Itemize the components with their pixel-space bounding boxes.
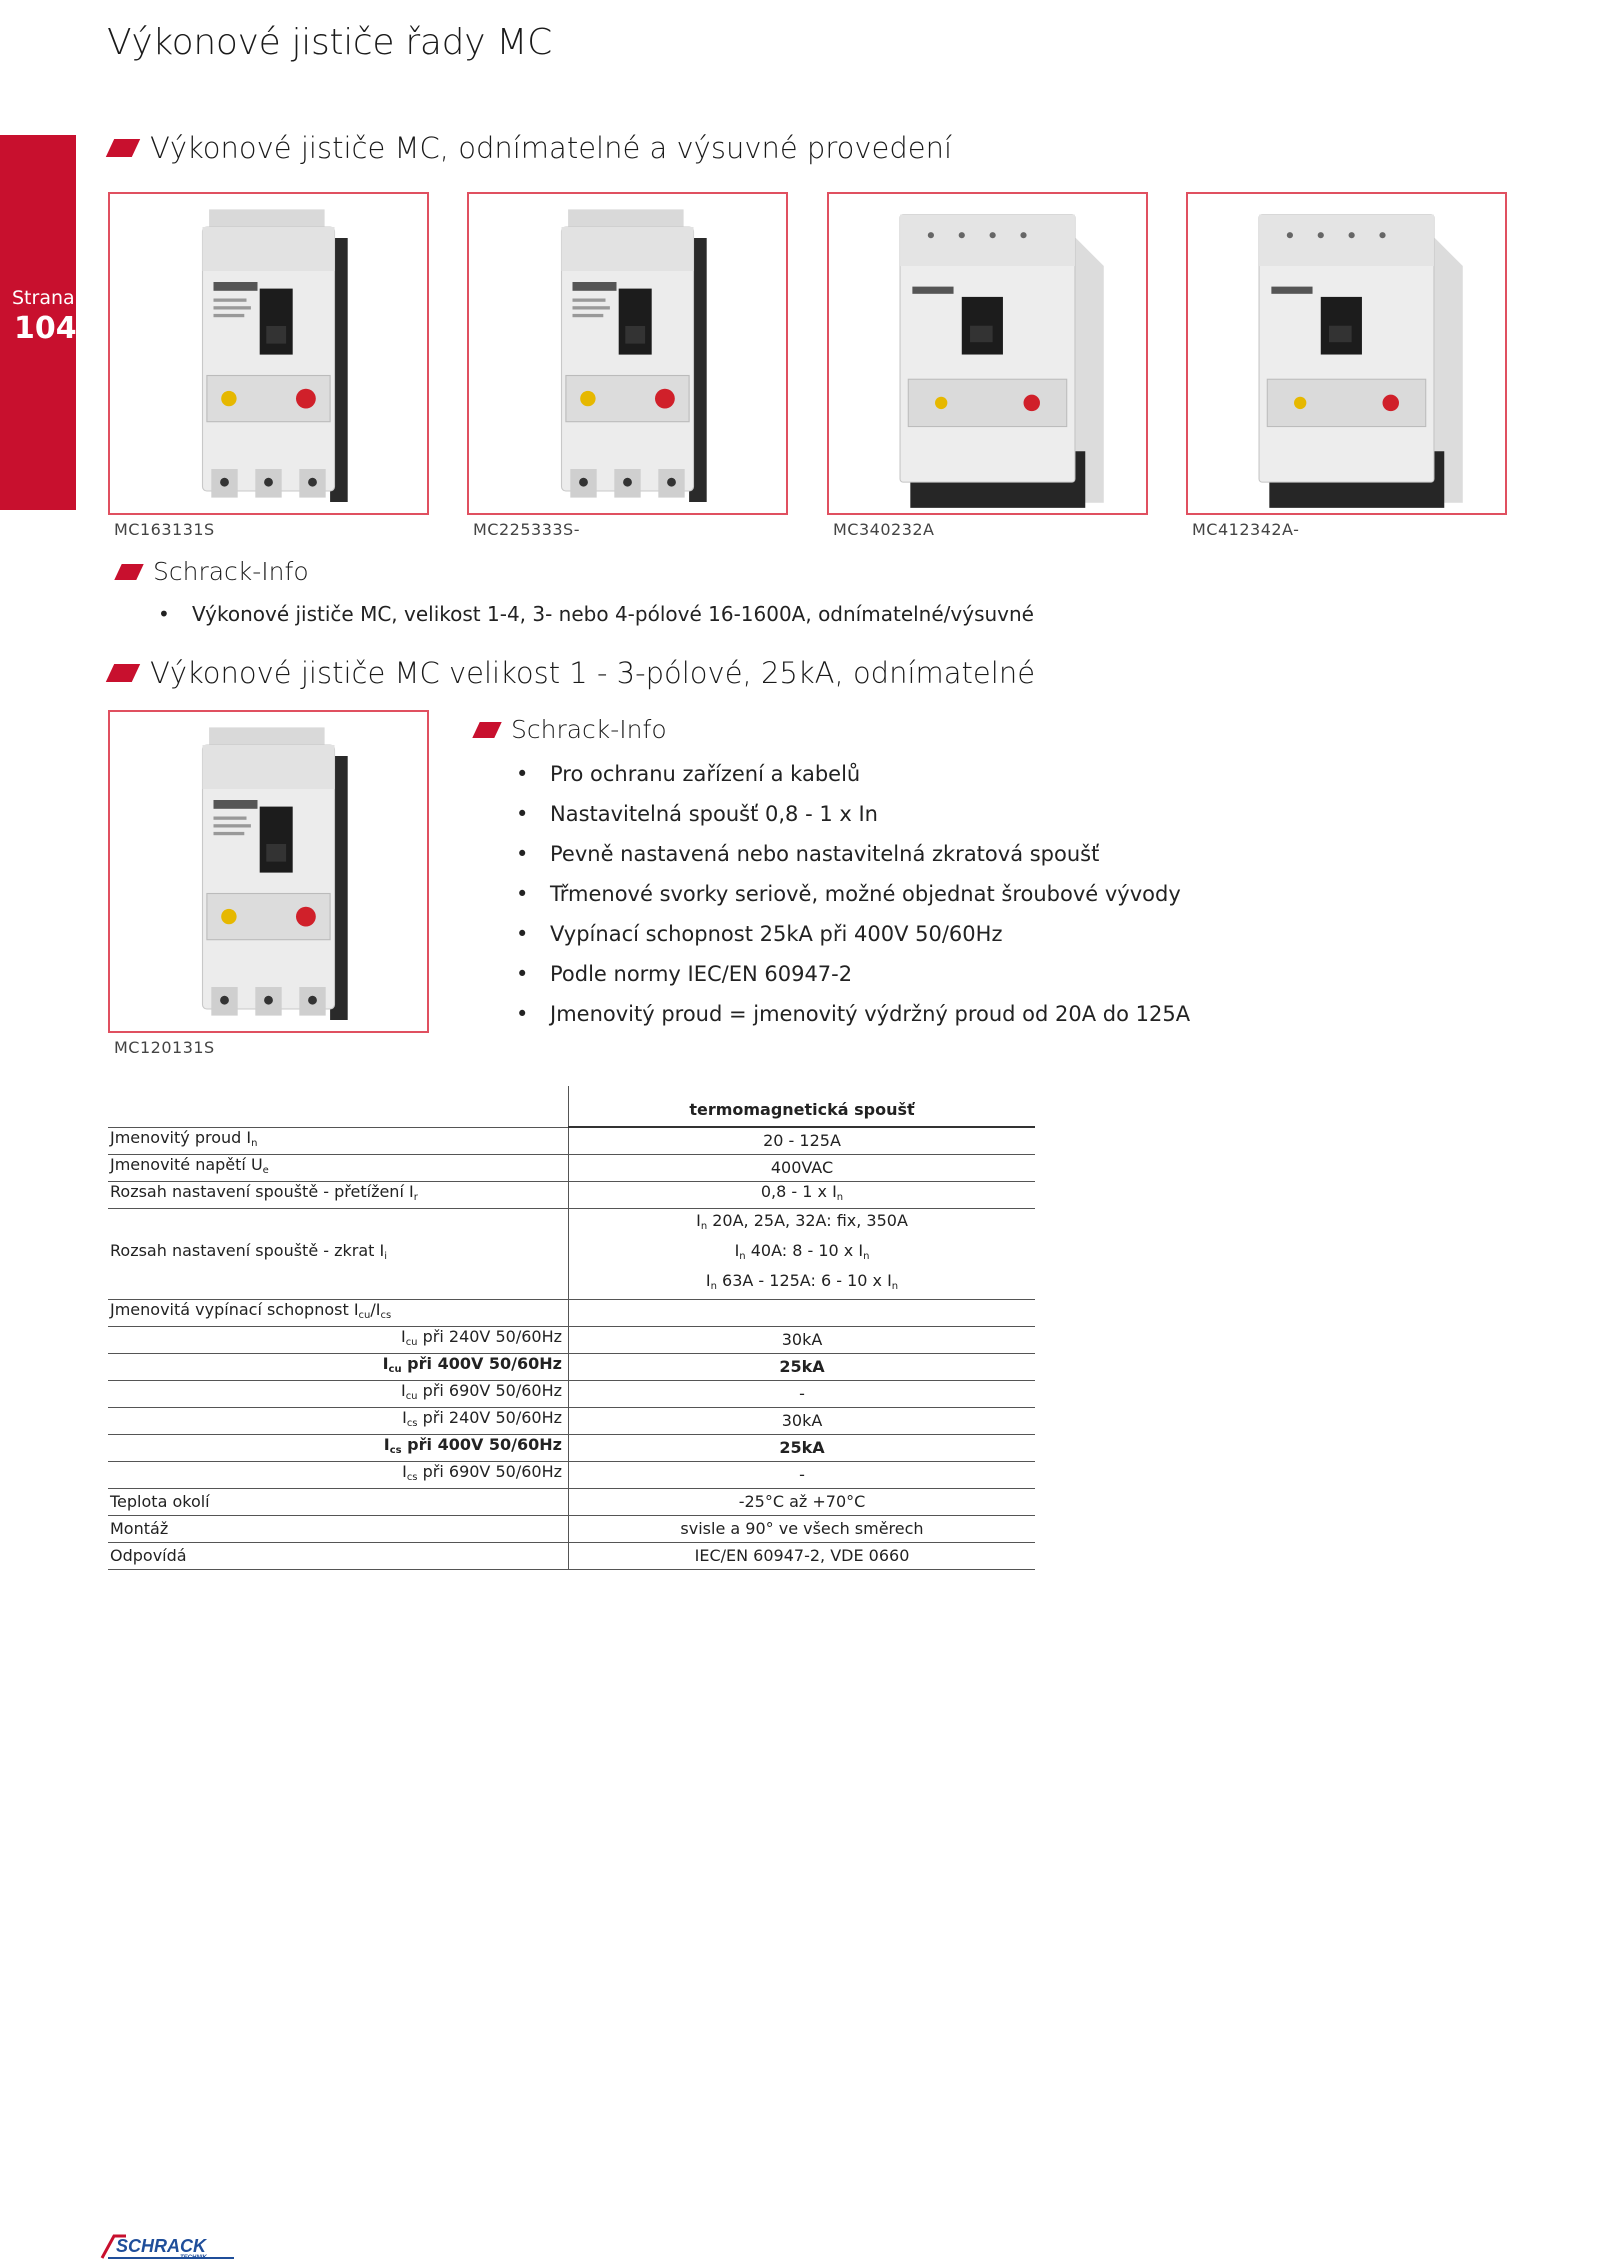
product-code-3: MC340232A	[833, 520, 935, 539]
page-number: 104	[14, 311, 77, 346]
row-value: 25kA	[569, 1435, 1036, 1462]
red-marker-icon	[476, 722, 498, 738]
info-list-2	[516, 754, 1190, 1034]
product-code-2: MC225333S-	[473, 520, 580, 539]
row-label: Odpovídá	[108, 1543, 569, 1570]
info-heading-2	[476, 715, 667, 744]
red-marker-icon	[118, 564, 140, 580]
product-image-1	[108, 192, 429, 515]
row-value: IEC/EN 60947-2, VDE 0660	[569, 1543, 1036, 1570]
svg-text:TECHNIK: TECHNIK	[180, 2255, 207, 2260]
row-label: Icu při 400V 50/60Hz	[108, 1354, 569, 1381]
table-row	[108, 1543, 1035, 1570]
table-row	[108, 1182, 1035, 1209]
red-marker-icon	[110, 664, 136, 682]
row-label: Jmenovité napětí Ue	[108, 1155, 569, 1182]
table-row	[108, 1489, 1035, 1516]
row-label: Rozsah nastavení spouště - přetížení Ir	[108, 1182, 569, 1209]
info-heading-1	[118, 557, 309, 586]
list-item: • Vypínací schopnost 25kA při 400V 50/60Hz	[516, 914, 1190, 954]
row-value: 30kA	[569, 1327, 1036, 1354]
table-row	[108, 1381, 1035, 1408]
info-heading-2-text: Schrack-Info	[511, 715, 667, 744]
table-row	[108, 1209, 1035, 1300]
row-value: -	[569, 1381, 1036, 1408]
row-label: Jmenovitá vypínací schopnost Icu/Ics	[108, 1300, 569, 1327]
list-item: • Jmenovitý proud = jmenovitý výdržný proud od 20A do 125A	[516, 994, 1190, 1034]
table-row	[108, 1408, 1035, 1435]
product-code-5: MC120131S	[114, 1038, 215, 1057]
table-header-row	[108, 1086, 1035, 1127]
spec-table	[108, 1086, 1035, 1570]
row-label: Icu při 690V 50/60Hz	[108, 1381, 569, 1408]
table-row	[108, 1354, 1035, 1381]
schrack-logo	[100, 2232, 240, 2260]
row-value: In 20A, 25A, 32A: fix, 350A In 40A: 8 - 10 x In In 63A - 125A: 6 - 10 x In	[569, 1209, 1036, 1300]
section-heading-2-text: Výkonové jističe MC velikost 1 - 3-pólové, 25kA, odnímatelné	[150, 656, 1036, 690]
table-row	[108, 1155, 1035, 1182]
row-value: 30kA	[569, 1408, 1036, 1435]
row-label: Icu při 240V 50/60Hz	[108, 1327, 569, 1354]
product-image-4	[1186, 192, 1507, 515]
info-heading-1-text: Schrack-Info	[153, 557, 309, 586]
list-item: • Výkonové jističe MC, velikost 1-4, 3- nebo 4-pólové 16-1600A, odnímatelné/výsuvné	[158, 600, 1034, 628]
row-label: Ics při 400V 50/60Hz	[108, 1435, 569, 1462]
row-label: Montáž	[108, 1516, 569, 1543]
list-item: • Pro ochranu zařízení a kabelů	[516, 754, 1190, 794]
red-marker-icon	[110, 139, 136, 157]
side-tab	[0, 135, 76, 510]
list-item: • Podle normy IEC/EN 60947-2	[516, 954, 1190, 994]
table-row	[108, 1462, 1035, 1489]
table-row	[108, 1435, 1035, 1462]
side-tab-label: Strana	[12, 287, 75, 309]
table-header: termomagnetická spoušť	[569, 1086, 1036, 1127]
table-row	[108, 1300, 1035, 1327]
row-value: -	[569, 1462, 1036, 1489]
row-value: 25kA	[569, 1354, 1036, 1381]
row-label: Rozsah nastavení spouště - zkrat Ii	[108, 1209, 569, 1300]
list-item: • Nastavitelná spoušť 0,8 - 1 x In	[516, 794, 1190, 834]
page-title: Výkonové jističe řady MC	[107, 22, 552, 63]
table-row	[108, 1127, 1035, 1155]
info-list-1	[158, 600, 1034, 628]
product-image-2	[467, 192, 788, 515]
row-label: Ics při 240V 50/60Hz	[108, 1408, 569, 1435]
row-label: Ics při 690V 50/60Hz	[108, 1462, 569, 1489]
row-value	[569, 1300, 1036, 1327]
list-item: • Pevně nastavená nebo nastavitelná zkratová spoušť	[516, 834, 1190, 874]
svg-text:SCHRACK: SCHRACK	[116, 2236, 206, 2256]
row-label: Jmenovitý proud In	[108, 1127, 569, 1155]
product-image-5	[108, 710, 429, 1033]
row-value: 20 - 125A	[569, 1127, 1036, 1155]
table-row	[108, 1516, 1035, 1543]
product-code-4: MC412342A-	[1192, 520, 1300, 539]
section-heading-1-text: Výkonové jističe MC, odnímatelné a výsuvné provedení	[150, 131, 953, 165]
row-value: 400VAC	[569, 1155, 1036, 1182]
product-image-3	[827, 192, 1148, 515]
table-row	[108, 1327, 1035, 1354]
list-item: • Třmenové svorky seriově, možné objednat šroubové vývody	[516, 874, 1190, 914]
row-value: 0,8 - 1 x In	[569, 1182, 1036, 1209]
product-code-1: MC163131S	[114, 520, 215, 539]
row-value: -25°C až +70°C	[569, 1489, 1036, 1516]
section-heading-1	[110, 131, 952, 165]
row-label: Teplota okolí	[108, 1489, 569, 1516]
row-value: svisle a 90° ve všech směrech	[569, 1516, 1036, 1543]
section-heading-2	[110, 656, 1035, 690]
